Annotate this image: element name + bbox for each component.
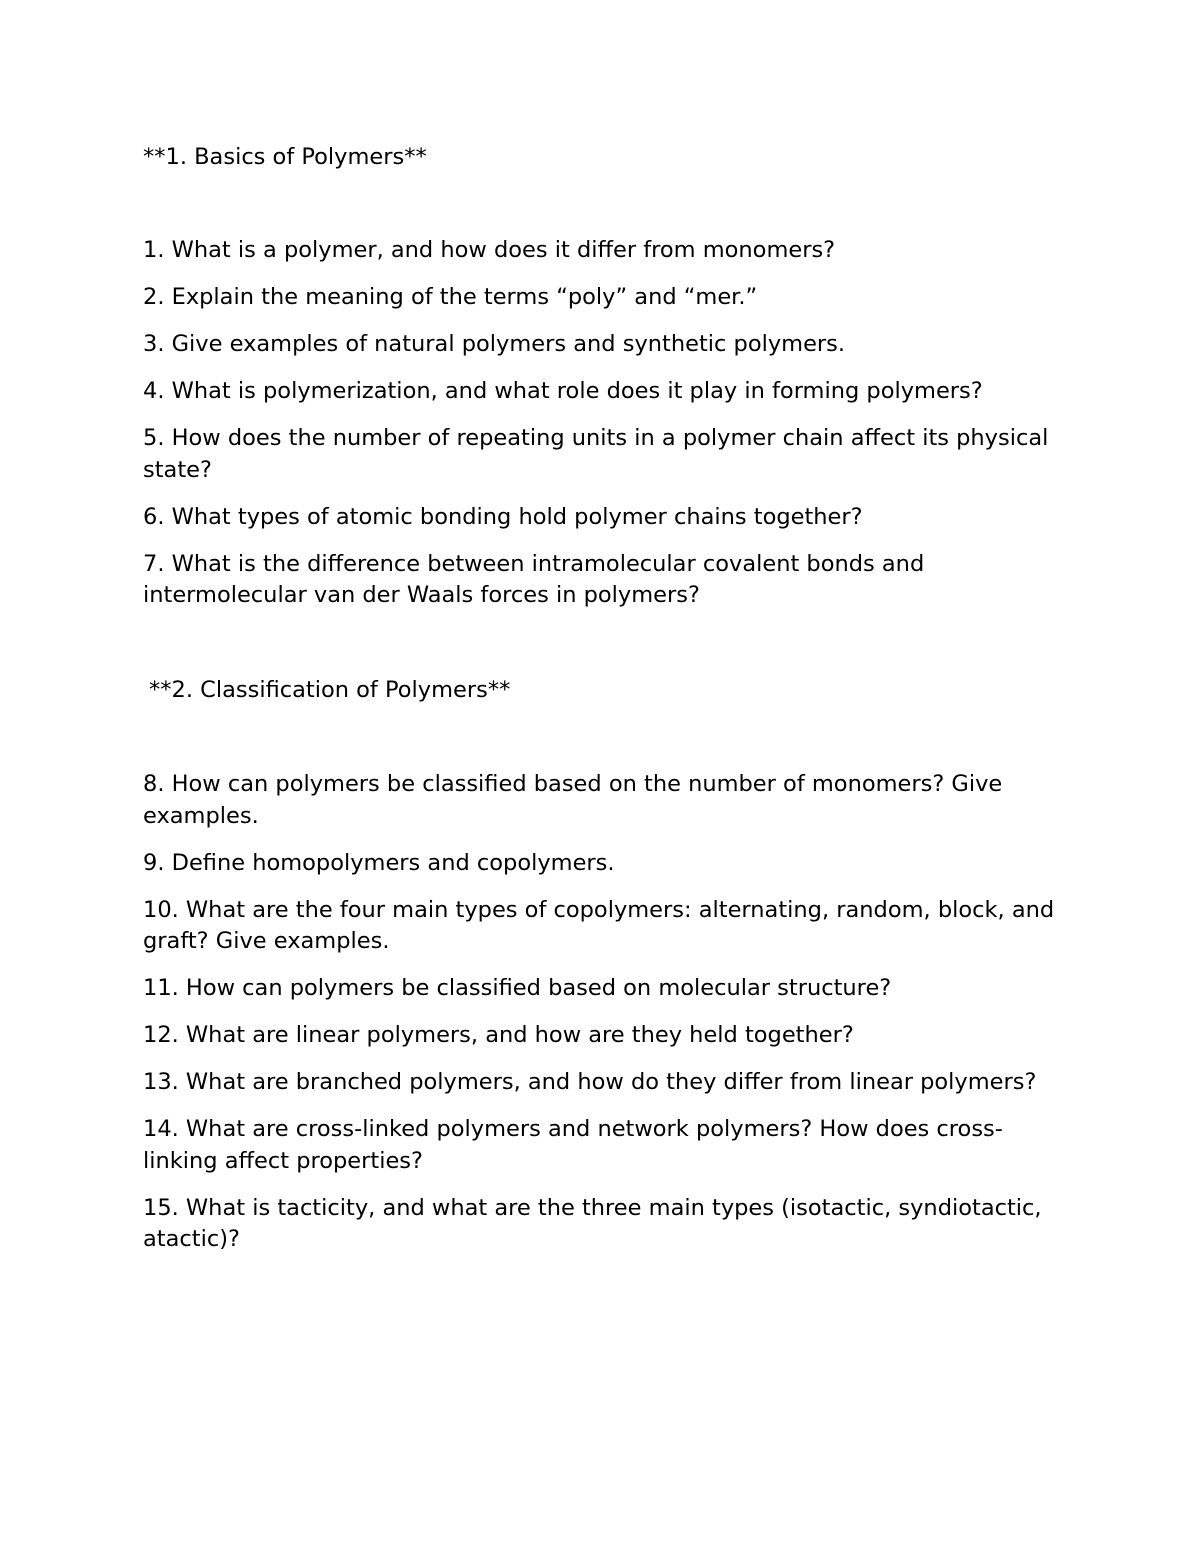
question-item: 4. What is polymerization, and what role does it play in forming polymers? xyxy=(143,378,983,404)
question-item: 9. Define homopolymers and copolymers. xyxy=(143,849,615,876)
question-item: 6. What types of atomic bonding hold polymer chains together? xyxy=(143,503,863,530)
question-item: 1. What is a polymer, and how does it differ from monomers? xyxy=(143,237,836,263)
question-list-basics xyxy=(143,235,1063,627)
question-list-classification xyxy=(143,769,1063,1271)
question-item: 10. What are the four main types of copolymers: alternating, random, block, and graft? Give examples. xyxy=(143,896,1055,954)
question-item: 5. How does the number of repeating units in a polymer chain affect its physical state? xyxy=(143,425,1049,483)
question-item: 12. What are linear polymers, and how are they held together? xyxy=(143,1022,854,1048)
question-item: 7. What is the difference between intramolecular covalent bonds and intermolecular van der Waals forces in polymers? xyxy=(143,550,925,608)
question-item: 14. What are cross-linked polymers and network polymers? How does cross-linking affect properties? xyxy=(143,1116,1003,1174)
question-item: 3. Give examples of natural polymers and synthetic polymers. xyxy=(143,331,846,357)
question-item: 15. What is tacticity, and what are the three main types (isotactic, syndiotactic, atactic)? xyxy=(143,1194,1042,1252)
question-item: 8. How can polymers be classified based on the number of monomers? Give examples. xyxy=(143,771,1003,829)
question-item: 13. What are branched polymers, and how do they differ from linear polymers? xyxy=(143,1069,1037,1095)
section-heading-classification: **2. Classification of Polymers** xyxy=(149,677,511,703)
question-item: 2. Explain the meaning of the terms “poly” and “mer.” xyxy=(143,284,758,310)
question-item: 11. How can polymers be classified based on molecular structure? xyxy=(143,975,892,1001)
section-heading-basics: **1. Basics of Polymers** xyxy=(143,144,427,170)
